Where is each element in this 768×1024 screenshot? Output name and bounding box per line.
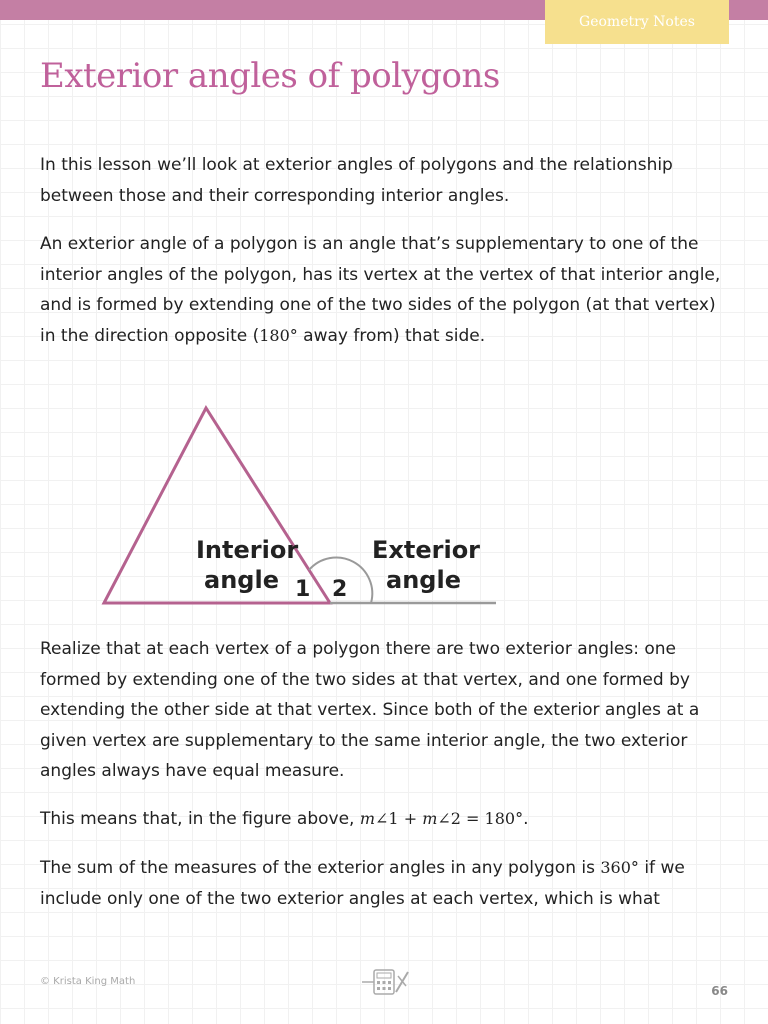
- definition-text-end: away from) that side.: [297, 325, 486, 346]
- exterior-angle-figure: [90, 398, 510, 613]
- math-m2: m: [422, 809, 438, 828]
- exterior-label-line1: Exterior: [372, 536, 481, 564]
- definition-text-start: An exterior angle of a polygon is an angle that’s supplementary to one of the interior angles of the polygon, has its vertex at the vertex of that interior angle, and is formed by extending one of the two sides of the polygon (at that vertex) in the direction opposite (: [40, 234, 721, 346]
- page-number: 66: [711, 984, 728, 998]
- interior-label-line2: angle: [204, 566, 279, 594]
- calculator-pencil-icon: [360, 966, 410, 996]
- definition-paragraph: [40, 229, 730, 351]
- exterior-label-line2: angle: [386, 566, 461, 594]
- math-180: 180°: [259, 325, 298, 345]
- copyright: © Krista King Math: [40, 976, 136, 987]
- math-equation: [360, 809, 523, 828]
- equation-text-start: This means that, in the figure above,: [40, 809, 360, 829]
- angle-2-label: 2: [332, 577, 348, 602]
- math-m1: m: [359, 809, 376, 828]
- math-angle2: ∠2 = 180°: [437, 809, 524, 828]
- two-exterior-angles-paragraph: Realize that at each vertex of a polygon there are two exterior angles: one formed by extending one of the two sides at that vertex, and one formed by extending the other side at that vertex. Since both of the exterior angles at a given vertex are supplementary to the same interior angle, the two exterior angles always have equal measure.: [40, 639, 700, 781]
- angle-1-label: 1: [295, 577, 311, 602]
- page-title: Exterior angles of polygons: [40, 56, 500, 96]
- sum-paragraph: [40, 853, 730, 914]
- math-360: 360°: [600, 858, 639, 877]
- sum-text-start: The sum of the measures of the exterior angles in any polygon is: [40, 858, 601, 878]
- equation-paragraph: [40, 804, 730, 835]
- interior-label-line1: Interior: [196, 536, 299, 564]
- intro-paragraph: In this lesson we’ll look at exterior angles of polygons and the relationship between those and their corresponding interior angles.: [40, 155, 673, 206]
- math-angle1: ∠1 +: [375, 809, 423, 828]
- sum-text-end: if we include only one of the two exterior angles at each vertex, which is what: [40, 858, 685, 909]
- section-tab: Geometry Notes: [545, 0, 729, 44]
- equation-text-end: .: [523, 809, 529, 829]
